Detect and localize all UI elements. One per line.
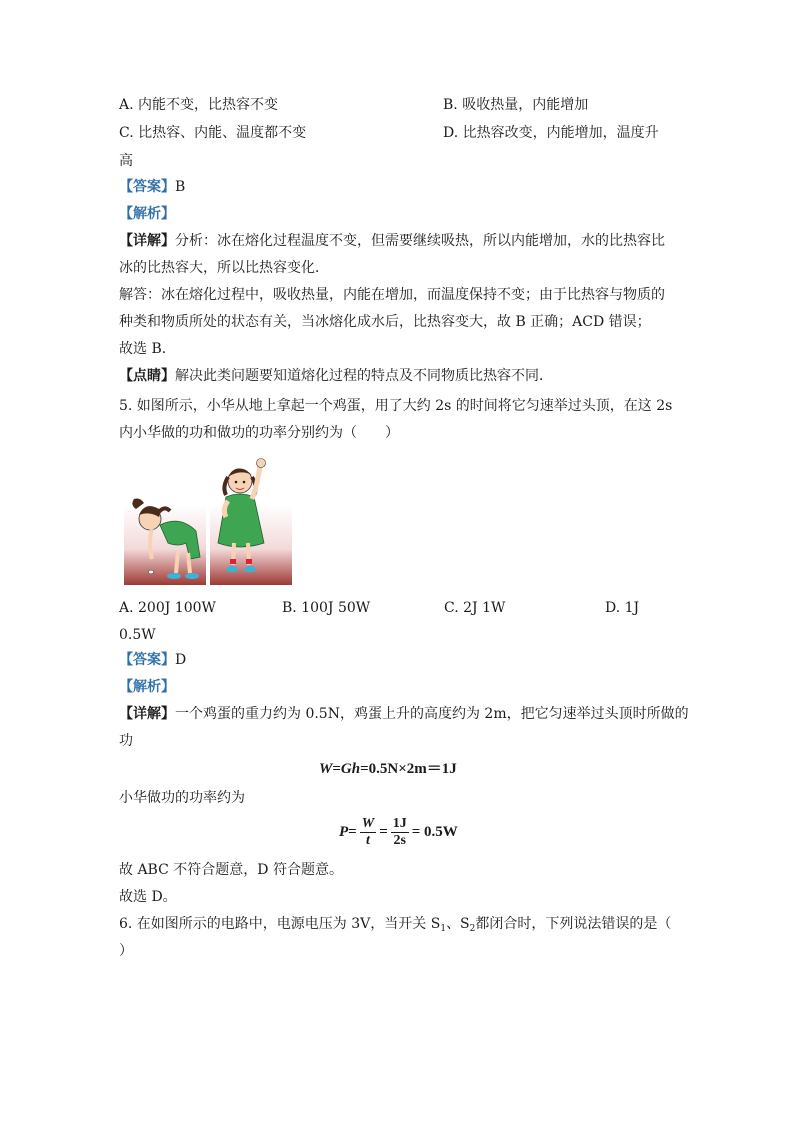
q5-option-a[interactable]: A. 200J 100W	[119, 600, 216, 616]
q5-option-c[interactable]: C. 2J 1W	[444, 600, 506, 616]
q5-option-d-cont: 0.5W	[119, 627, 156, 643]
q6-stem-line1	[119, 914, 671, 939]
formula-rest: =0.5N×2m＝1J	[360, 761, 457, 777]
q6-stem-line2: ）	[119, 943, 133, 959]
answer-tag: 【答案】	[119, 652, 175, 668]
q5-stem-line2: 内小华做的功和做功的功率分别约为（ ）	[119, 425, 399, 441]
fraction-num: 1J	[392, 816, 407, 832]
s2-subscript: 2	[469, 924, 476, 934]
formula-rest: = 0.5W	[411, 824, 458, 840]
comment-text: 解决此类问题要知道熔化过程的特点及不同物质比热容不同．	[175, 368, 553, 384]
fraction-num: W	[361, 816, 375, 832]
detail-tag: 【详解】	[119, 233, 175, 249]
fraction-w-over-t	[360, 816, 376, 849]
s1-subscript: 1	[440, 924, 447, 934]
q6-stem-text-end: 都闭合时，下列说法错误的是（	[475, 916, 672, 932]
q5-conclusion-line2: 故选 D。	[119, 889, 177, 905]
q6-stem-text: 6. 在如图所示的电路中，电源电压为 3V，当开关 S	[119, 916, 441, 932]
detail-text: 分析：冰在熔化过程温度不变，但需要继续吸热，所以内能增加，水的比热容比	[175, 233, 665, 249]
q4-detail-line5: 故选 B．	[119, 341, 176, 357]
q4-option-c[interactable]: C. 比热容、内能、温度都不变	[119, 125, 307, 141]
power-formula	[339, 814, 458, 850]
girl-lifting-egg-illustration	[122, 455, 294, 587]
detail-tag: 【详解】	[119, 706, 175, 722]
q6-stem-sep: 、S	[446, 916, 470, 932]
detail-text: 一个鸡蛋的重力约为 0.5N，鸡蛋上升的高度约为 2m，把它匀速举过头顶时所做的	[175, 706, 689, 722]
q5-detail-line1	[119, 704, 689, 724]
answer-value: D	[175, 652, 187, 668]
analysis-tag: 【解析】	[119, 679, 175, 695]
q4-option-a[interactable]: A. 内能不变，比热容不变	[119, 97, 279, 113]
formula-eq: =	[332, 761, 341, 777]
answer-value: B	[175, 179, 186, 195]
work-formula	[319, 759, 457, 779]
q5-option-b[interactable]: B. 100J 50W	[282, 600, 371, 616]
q4-option-d-cont: 高	[119, 153, 133, 169]
q4-option-b[interactable]: B. 吸收热量，内能增加	[443, 97, 589, 113]
q5-option-d[interactable]: D. 1J	[605, 600, 640, 616]
formula-eq: =	[379, 824, 388, 840]
formula-gh: Gh	[340, 761, 361, 777]
q4-detail-line4: 种类和物质所处的状态有关，当冰熔化成水后，比热容变大，故 B 正确；ACD 错误；	[119, 314, 651, 330]
q5-detail-line2: 功	[119, 733, 133, 749]
answer-tag: 【答案】	[119, 179, 175, 195]
fraction-den: t	[366, 833, 370, 849]
q5-answer	[119, 650, 186, 670]
q4-comment	[119, 366, 553, 386]
analysis-tag: 【解析】	[119, 206, 175, 222]
comment-tag: 【点睛】	[119, 368, 175, 384]
formula-eq: =	[348, 824, 357, 840]
q5-stem-line1: 5. 如图所示，小华从地上拿起一个鸡蛋，用了大约 2s 的时间将它匀速举过头顶，在这 2s	[119, 398, 673, 414]
q4-detail-line2: 冰的比热容大，所以比热容变化．	[119, 260, 329, 276]
formula-w: W	[319, 761, 333, 777]
fraction-1j-over-2s	[391, 816, 409, 849]
formula-p: P	[339, 824, 349, 840]
q5-analysis-tag	[119, 677, 175, 697]
q4-answer	[119, 177, 185, 197]
q5-power-intro: 小华做功的功率约为	[119, 790, 245, 806]
fraction-den: 2s	[393, 833, 406, 849]
q4-detail-line1	[119, 231, 665, 251]
q4-option-d[interactable]: D. 比热容改变，内能增加，温度升	[443, 125, 659, 141]
q5-conclusion-line1: 故 ABC 不符合题意，D 符合题意。	[119, 862, 343, 878]
q4-analysis-tag	[119, 204, 175, 224]
q4-detail-line3: 解答：冰在熔化过程中，吸收热量，内能在增加，而温度保持不变；由于比热容与物质的	[119, 287, 665, 303]
